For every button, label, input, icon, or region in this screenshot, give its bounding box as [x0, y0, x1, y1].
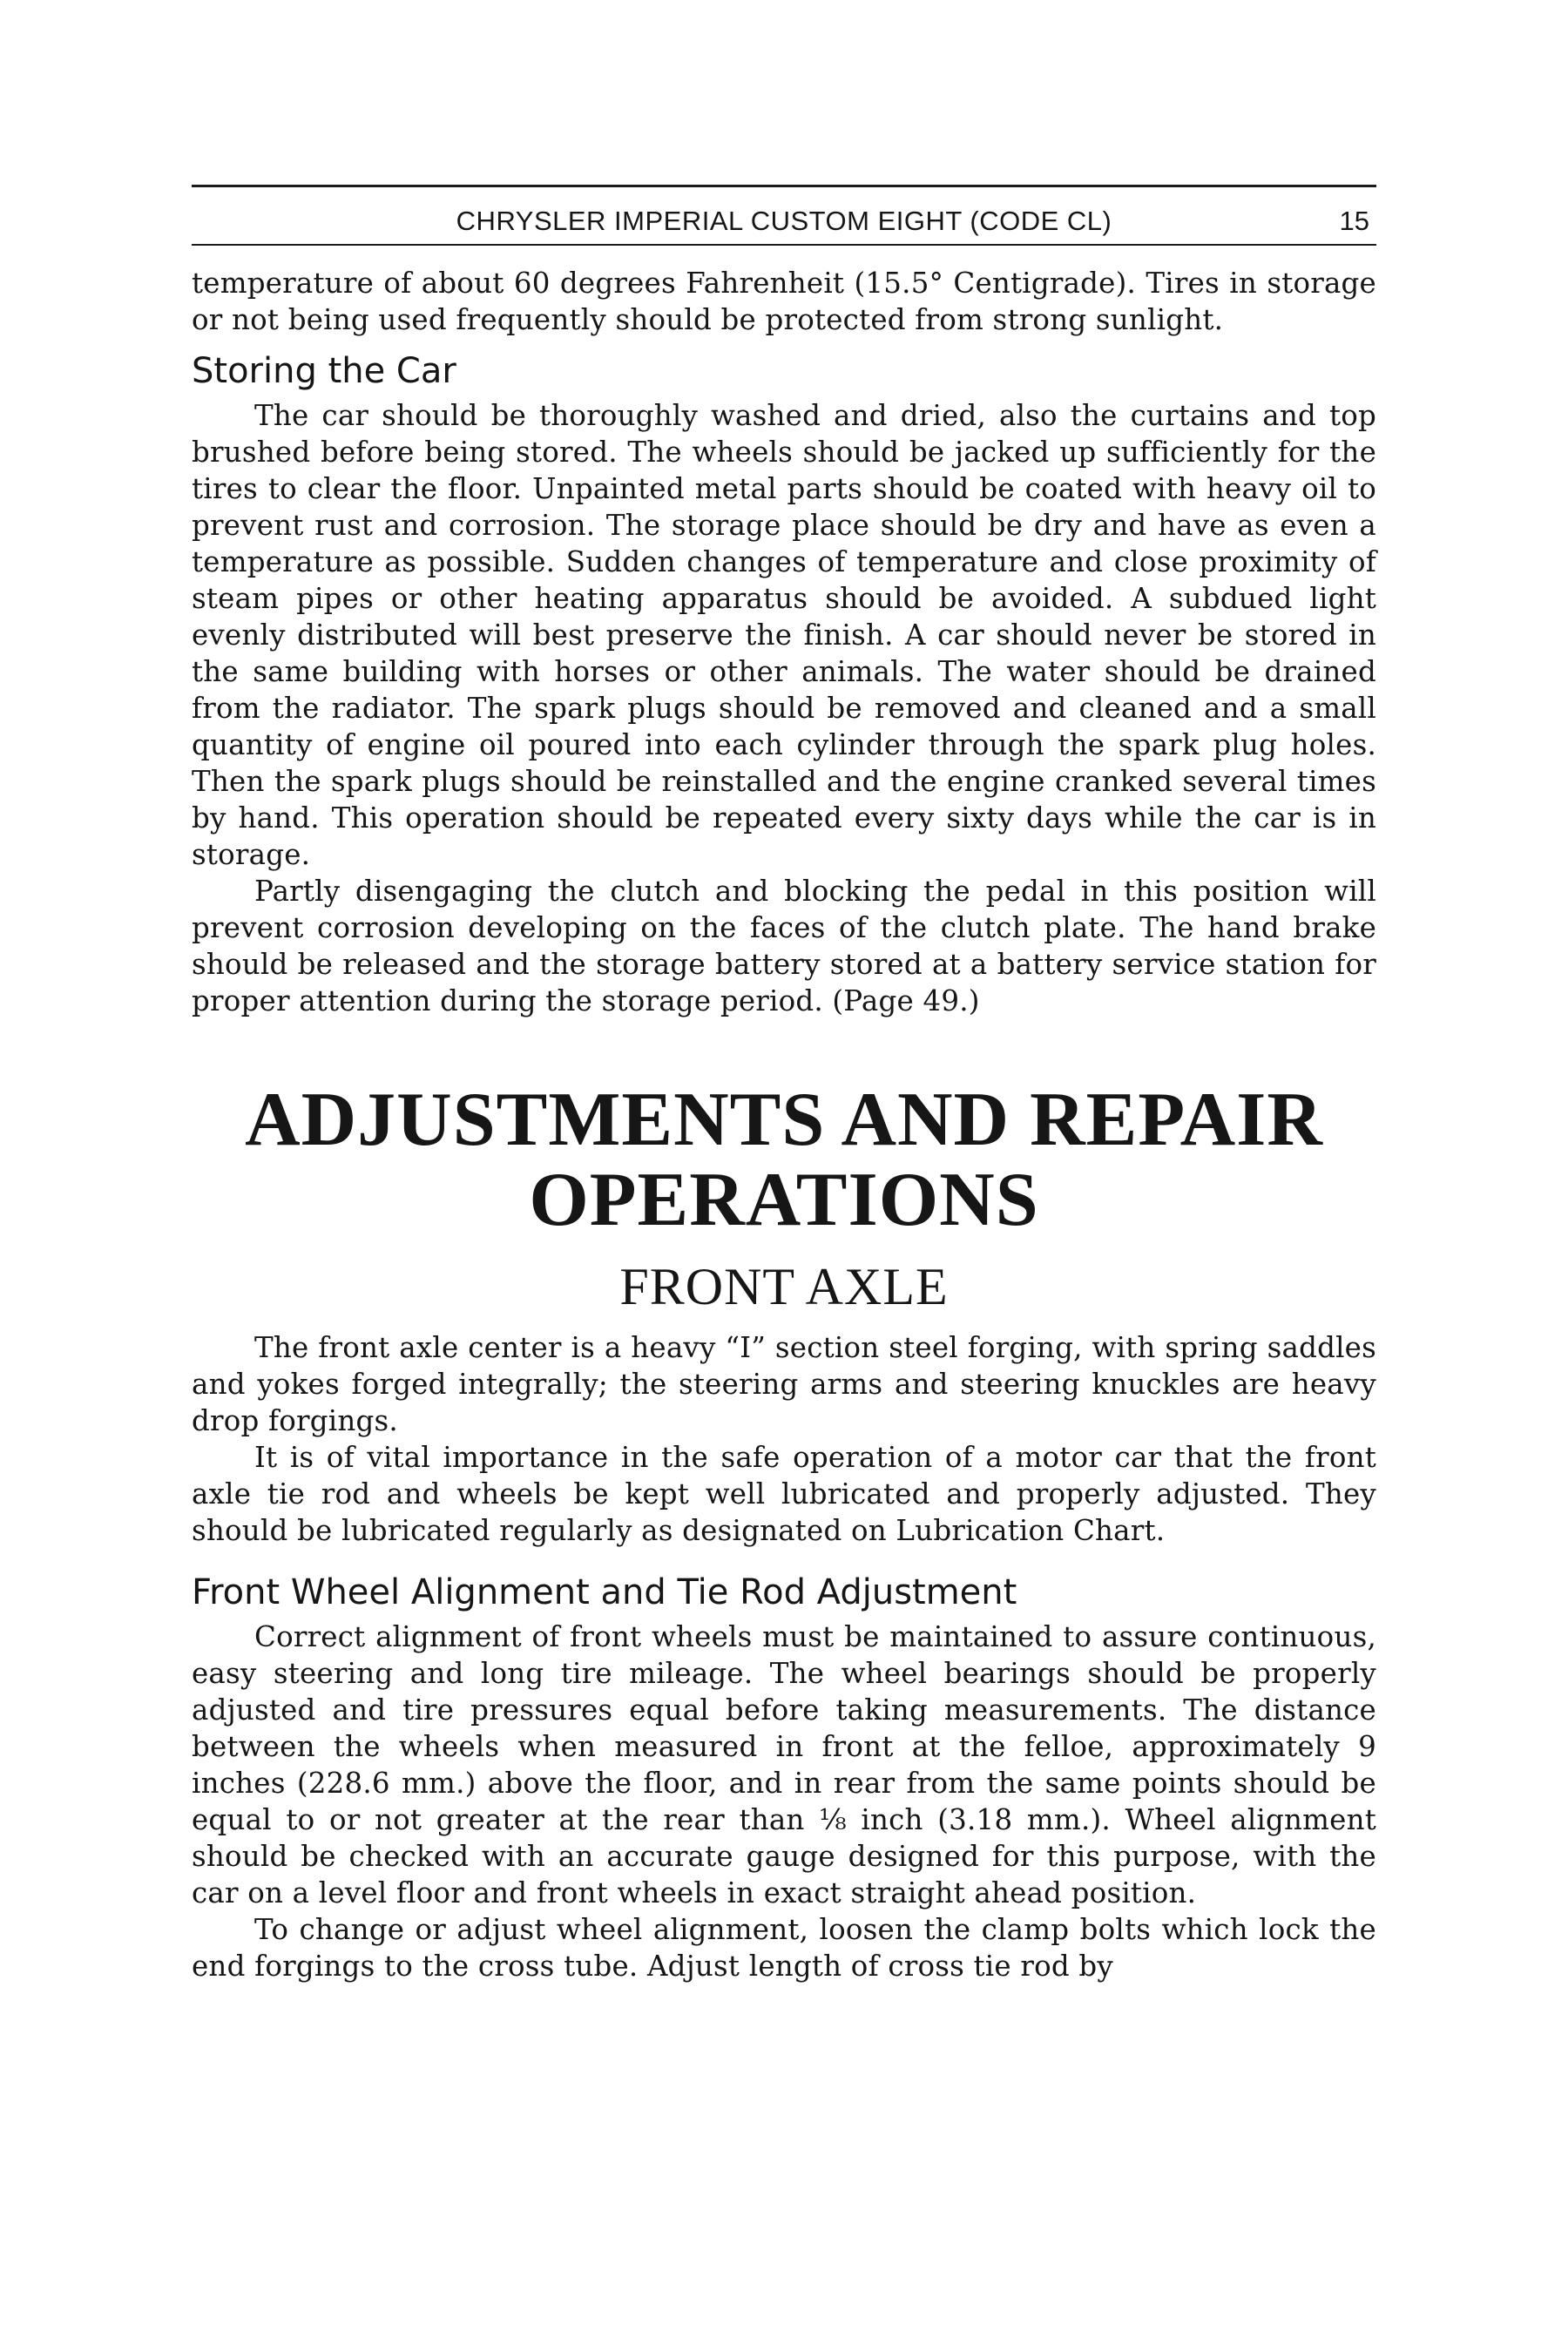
page	[192, 174, 1376, 1984]
axle-paragraph-2: It is of vital importance in the safe operation of a motor car that the front axle tie rod and wheels be kept well lubricated and properly adjusted. They should be lubricated regularly as designated on Lubrication Chart.	[192, 1441, 1376, 1547]
storing-paragraph-1: The car should be thoroughly washed and dried, also the curtains and top brushed before being stored. The wheels should be jacked up sufficiently for the tires to clear the floor. Unpainted metal parts should be coated with heavy oil to prevent rust and corrosion. The storage place should be dry and have as even a temperature as possible. Sudden changes of temperature and close proximity of steam pipes or other heating apparatus should be avoided. A subdued light evenly distributed will best preserve the finish. A car should never be stored in the same building with horses or other animals. The water should be drained from the radiator. The spark plugs should be removed and cleaned and a small quantity of engine oil poured into each cylinder through the spark plug holes. Then the spark plugs should be reinstalled and the engine cranked several times by hand. This operation should be repeated every sixty days while the car is in storage.	[192, 399, 1376, 871]
storing-heading: Storing the Car	[192, 351, 456, 391]
axle-paragraph-1: The front axle center is a heavy “I” section steel forging, with spring saddles and yokes forged integrally; the steering arms and steering knuckles are heavy drop forgings.	[192, 1331, 1376, 1437]
main-heading: ADJUSTMENTS AND REPAIR OPERATIONS	[245, 1078, 1323, 1242]
storing-paragraph-2: Partly disengaging the clutch and blocking the pedal in this position will prevent corrosion developing on the faces of the clutch plate. The hand brake should be released and the storage battery stored at a battery service station for proper attention during the storage period. (Page 49.)	[192, 875, 1376, 1017]
sub-heading: FRONT AXLE	[619, 1258, 949, 1315]
alignment-paragraph-2: To change or adjust wheel alignment, loosen the clamp bolts which lock the end forgings to the cross tube. Adjust length of cross tie rod by	[192, 1913, 1376, 1983]
alignment-paragraph-1: Correct alignment of front wheels must be maintained to assure continuous, easy steering and long tire mileage. The wheel bearings should be properly adjusted and tire pressures equal before taking measurements. The distance between the wheels when measured in front at the felloe, approximately 9 inches (228.6 mm.) above the floor, and in rear from the same points should be equal to or not greater at the rear than ⅛ inch (3.18 mm.). Wheel alignment should be checked with an accurate gauge designed for this purpose, with the car on a level floor and front wheels in exact straight ahead position.	[192, 1620, 1376, 1909]
page-number: 15	[1339, 206, 1369, 236]
running-head: CHRYSLER IMPERIAL CUSTOM EIGHT (CODE CL)	[456, 206, 1112, 236]
continuation-paragraph: temperature of about 60 degrees Fahrenheit (15.5° Centigrade). Tires in storage or not being used frequently should be protected from strong sunlight.	[192, 267, 1376, 336]
header-rule-bottom	[192, 244, 1376, 246]
alignment-heading: Front Wheel Alignment and Tie Rod Adjustment	[192, 1572, 1017, 1612]
body-text	[192, 265, 1376, 1984]
page-header	[192, 174, 1376, 251]
header-rule-top	[192, 185, 1376, 187]
